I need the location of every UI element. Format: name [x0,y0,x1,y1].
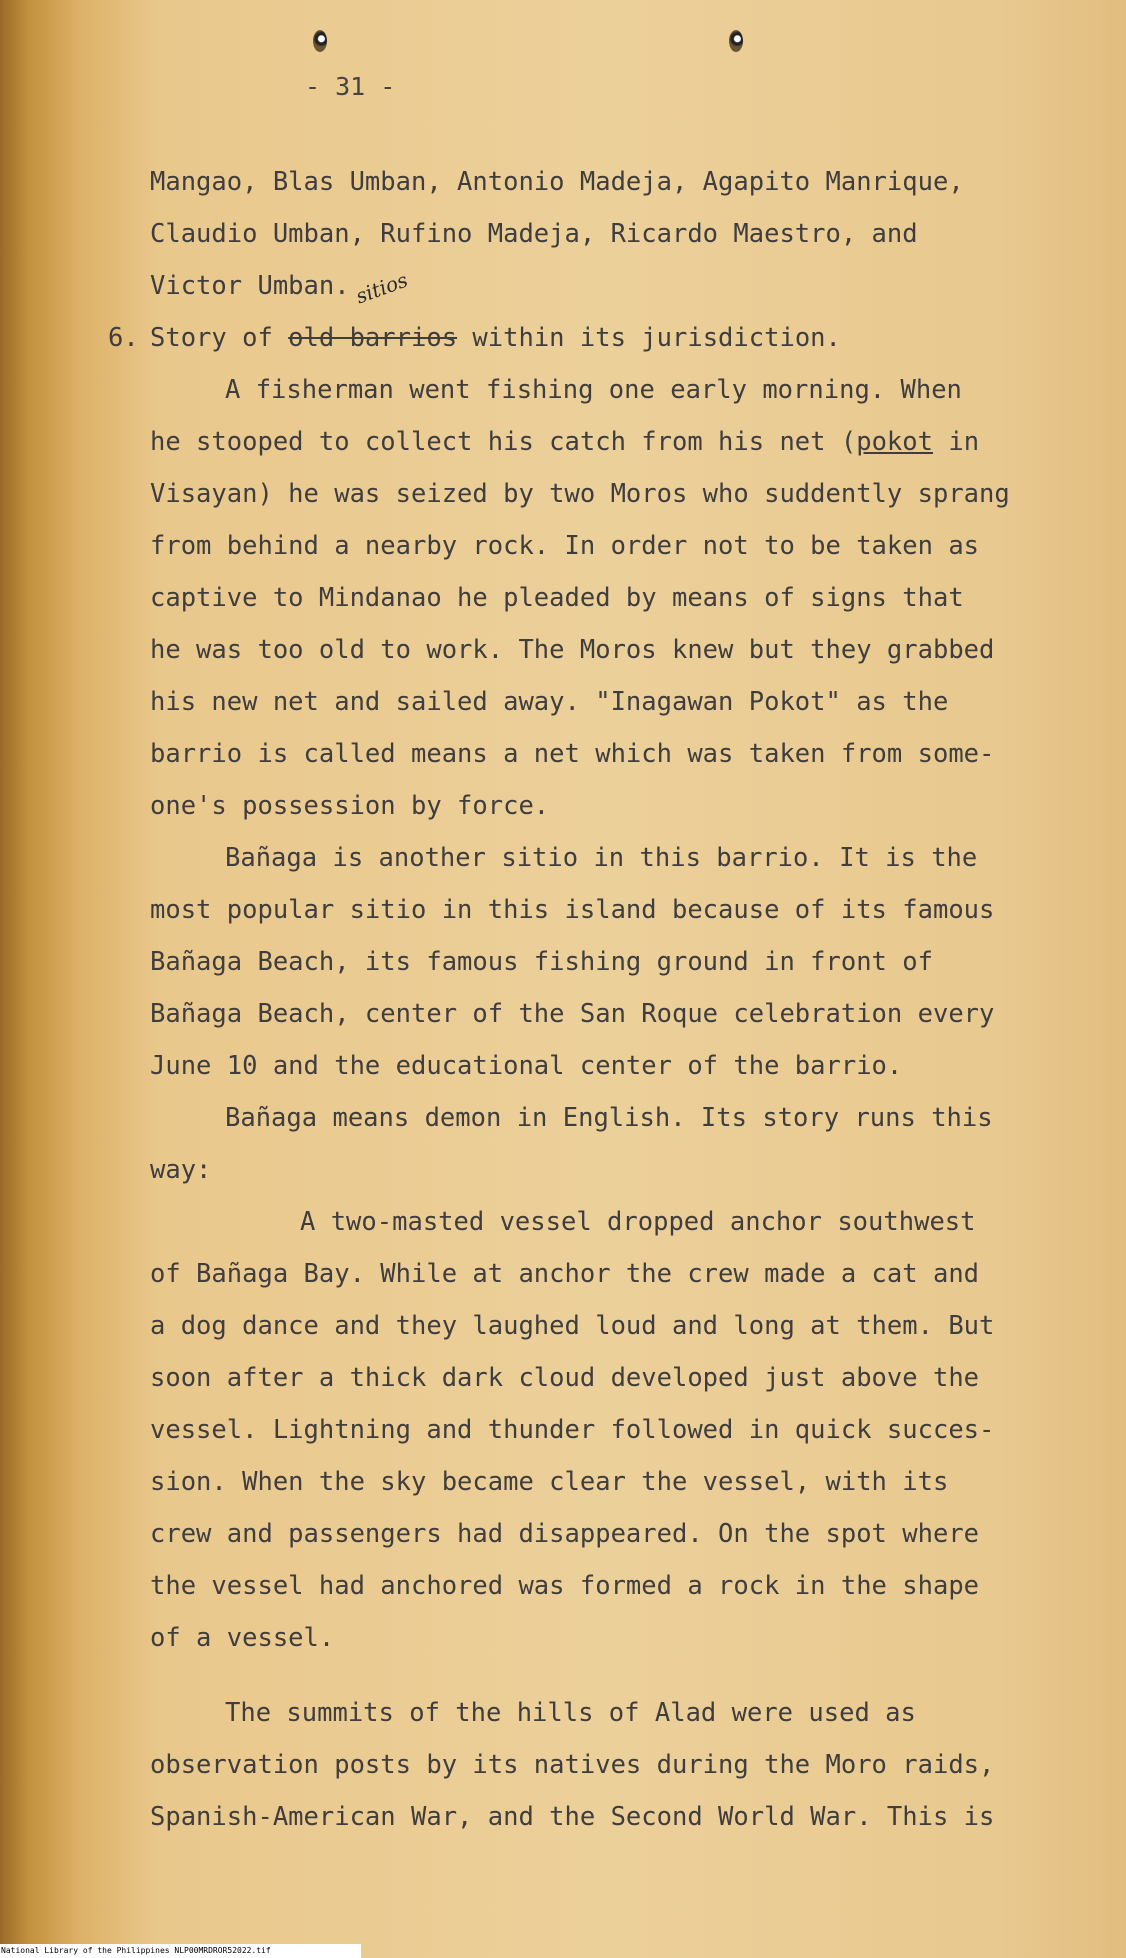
text-segment: he stooped to collect his catch from his net ( [150,427,857,457]
text-line: of a vessel. [150,1623,335,1653]
text-line: most popular sitio in this island because of its famous [150,895,995,925]
text-line: he was too old to work. The Moros knew but they grabbed [150,635,995,665]
text-line: observation posts by its natives during the Moro raids, [150,1750,995,1780]
text-line: A two-masted vessel dropped anchor southwest [300,1207,976,1237]
text-line: The summits of the hills of Alad were used as [225,1698,916,1728]
text-line: Claudio Umban, Rufino Madeja, Ricardo Maestro, and [150,219,918,249]
text-line: A fisherman went fishing one early morning. When [225,375,962,405]
text-line: soon after a thick dark cloud developed just above the [150,1363,980,1393]
text-line: barrio is called means a net which was taken from some- [150,739,995,769]
text-line: Visayan) he was seized by two Moros who suddently sprang [150,479,1010,509]
text-line: Victor Umban. [150,271,350,301]
struck-text: old barrios [288,323,458,353]
text-line: Bañaga Beach, its famous fishing ground in front of [150,947,933,977]
text-line: Spanish-American War, and the Second World War. This is [150,1802,995,1832]
text-segment: Story of [150,323,289,353]
item-number: 6. [108,323,139,353]
page-number: - 31 - [305,72,396,101]
punch-hole-right [729,30,743,52]
text-line: of Bañaga Bay. While at anchor the crew made a cat and [150,1259,980,1289]
scan-footer-label: National Library of the Philippines NLP00MRDROR52022.tif [0,1944,361,1958]
text-line [150,417,979,469]
underlined-word: pokot [856,427,933,457]
text-line: June 10 and the educational center of the barrio. [150,1051,903,1081]
text-segment: in [932,427,980,457]
text-line: sion. When the sky became clear the vessel, with its [150,1467,949,1497]
text-line: his new net and sailed away. "Inagawan Pokot" as the [150,687,949,717]
text-line-story-heading [150,313,841,365]
text-line: from behind a nearby rock. In order not to be taken as [150,531,980,561]
text-line: Bañaga means demon in English. Its story runs this [225,1103,993,1133]
text-line: the vessel had anchored was formed a rock in the shape [150,1571,980,1601]
text-line: Mangao, Blas Umban, Antonio Madeja, Agapito Manrique, [150,167,964,197]
text-line: Bañaga Beach, center of the San Roque celebration every [150,999,995,1029]
punch-hole-left [313,30,327,52]
text-line: crew and passengers had disappeared. On the spot where [150,1519,980,1549]
text-segment: within its jurisdiction. [457,323,841,353]
text-line: a dog dance and they laughed loud and long at them. But [150,1311,995,1341]
text-line: vessel. Lightning and thunder followed in quick succes- [150,1415,995,1445]
text-line: Bañaga is another sitio in this barrio. It is the [225,843,978,873]
handwritten-annotation: sitios [352,267,411,309]
text-line: way: [150,1155,212,1185]
text-line: one's possession by force. [150,791,550,821]
text-line: captive to Mindanao he pleaded by means of signs that [150,583,964,613]
